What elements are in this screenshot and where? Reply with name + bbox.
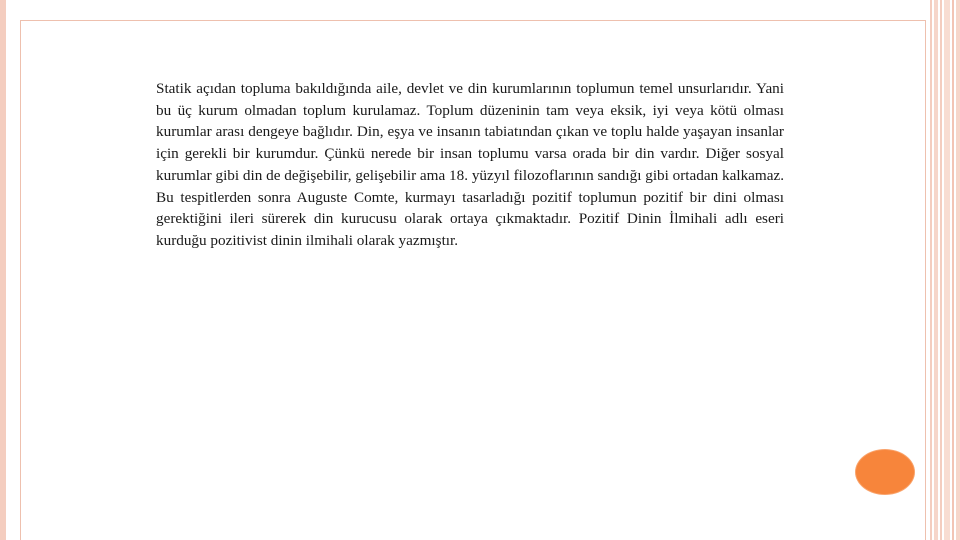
orange-accent-circle xyxy=(856,450,914,494)
right-stripe xyxy=(940,0,942,540)
body-paragraph: Statik açıdan topluma bakıldığında aile, devlet ve din kurumlarının toplumun temel unsurlarıdır. Yani bu üç kurum olmadan toplum kurulamaz. Toplum düzeninin tam veya eksik, iyi veya kötü olması kurumlar arası dengeye bağlıdır. Din, eşya ve insanın tabiatından çıkan ve toplu halde yaşayan insanlar için gerekli bir kurumdur. Çünkü nerede bir insan toplumu varsa orada bir din vardır. Diğer sosyal kurumlar gibi din de değişebilir, gelişebilir ama 18. yüzyıl filozoflarının sandığı gibi ortadan kalkamaz. Bu tespitlerden sonra Auguste Comte, kurmayı tasarladığı pozitif toplumun pozitif bir dini olması gerektiğini ileri sürerek din kurucusu olarak ortaya çıkmaktadır. Pozitif Dinin İlmihali adlı eseri kurduğu pozitivist dinin ilmihali olarak yazmıştır. xyxy=(156,80,784,249)
right-stripe xyxy=(956,0,960,540)
left-decorative-stripe xyxy=(0,0,6,540)
right-stripe xyxy=(930,0,932,540)
right-stripe xyxy=(952,0,954,540)
right-stripe xyxy=(934,0,938,540)
right-decorative-stripes xyxy=(930,0,960,540)
right-stripe xyxy=(944,0,950,540)
